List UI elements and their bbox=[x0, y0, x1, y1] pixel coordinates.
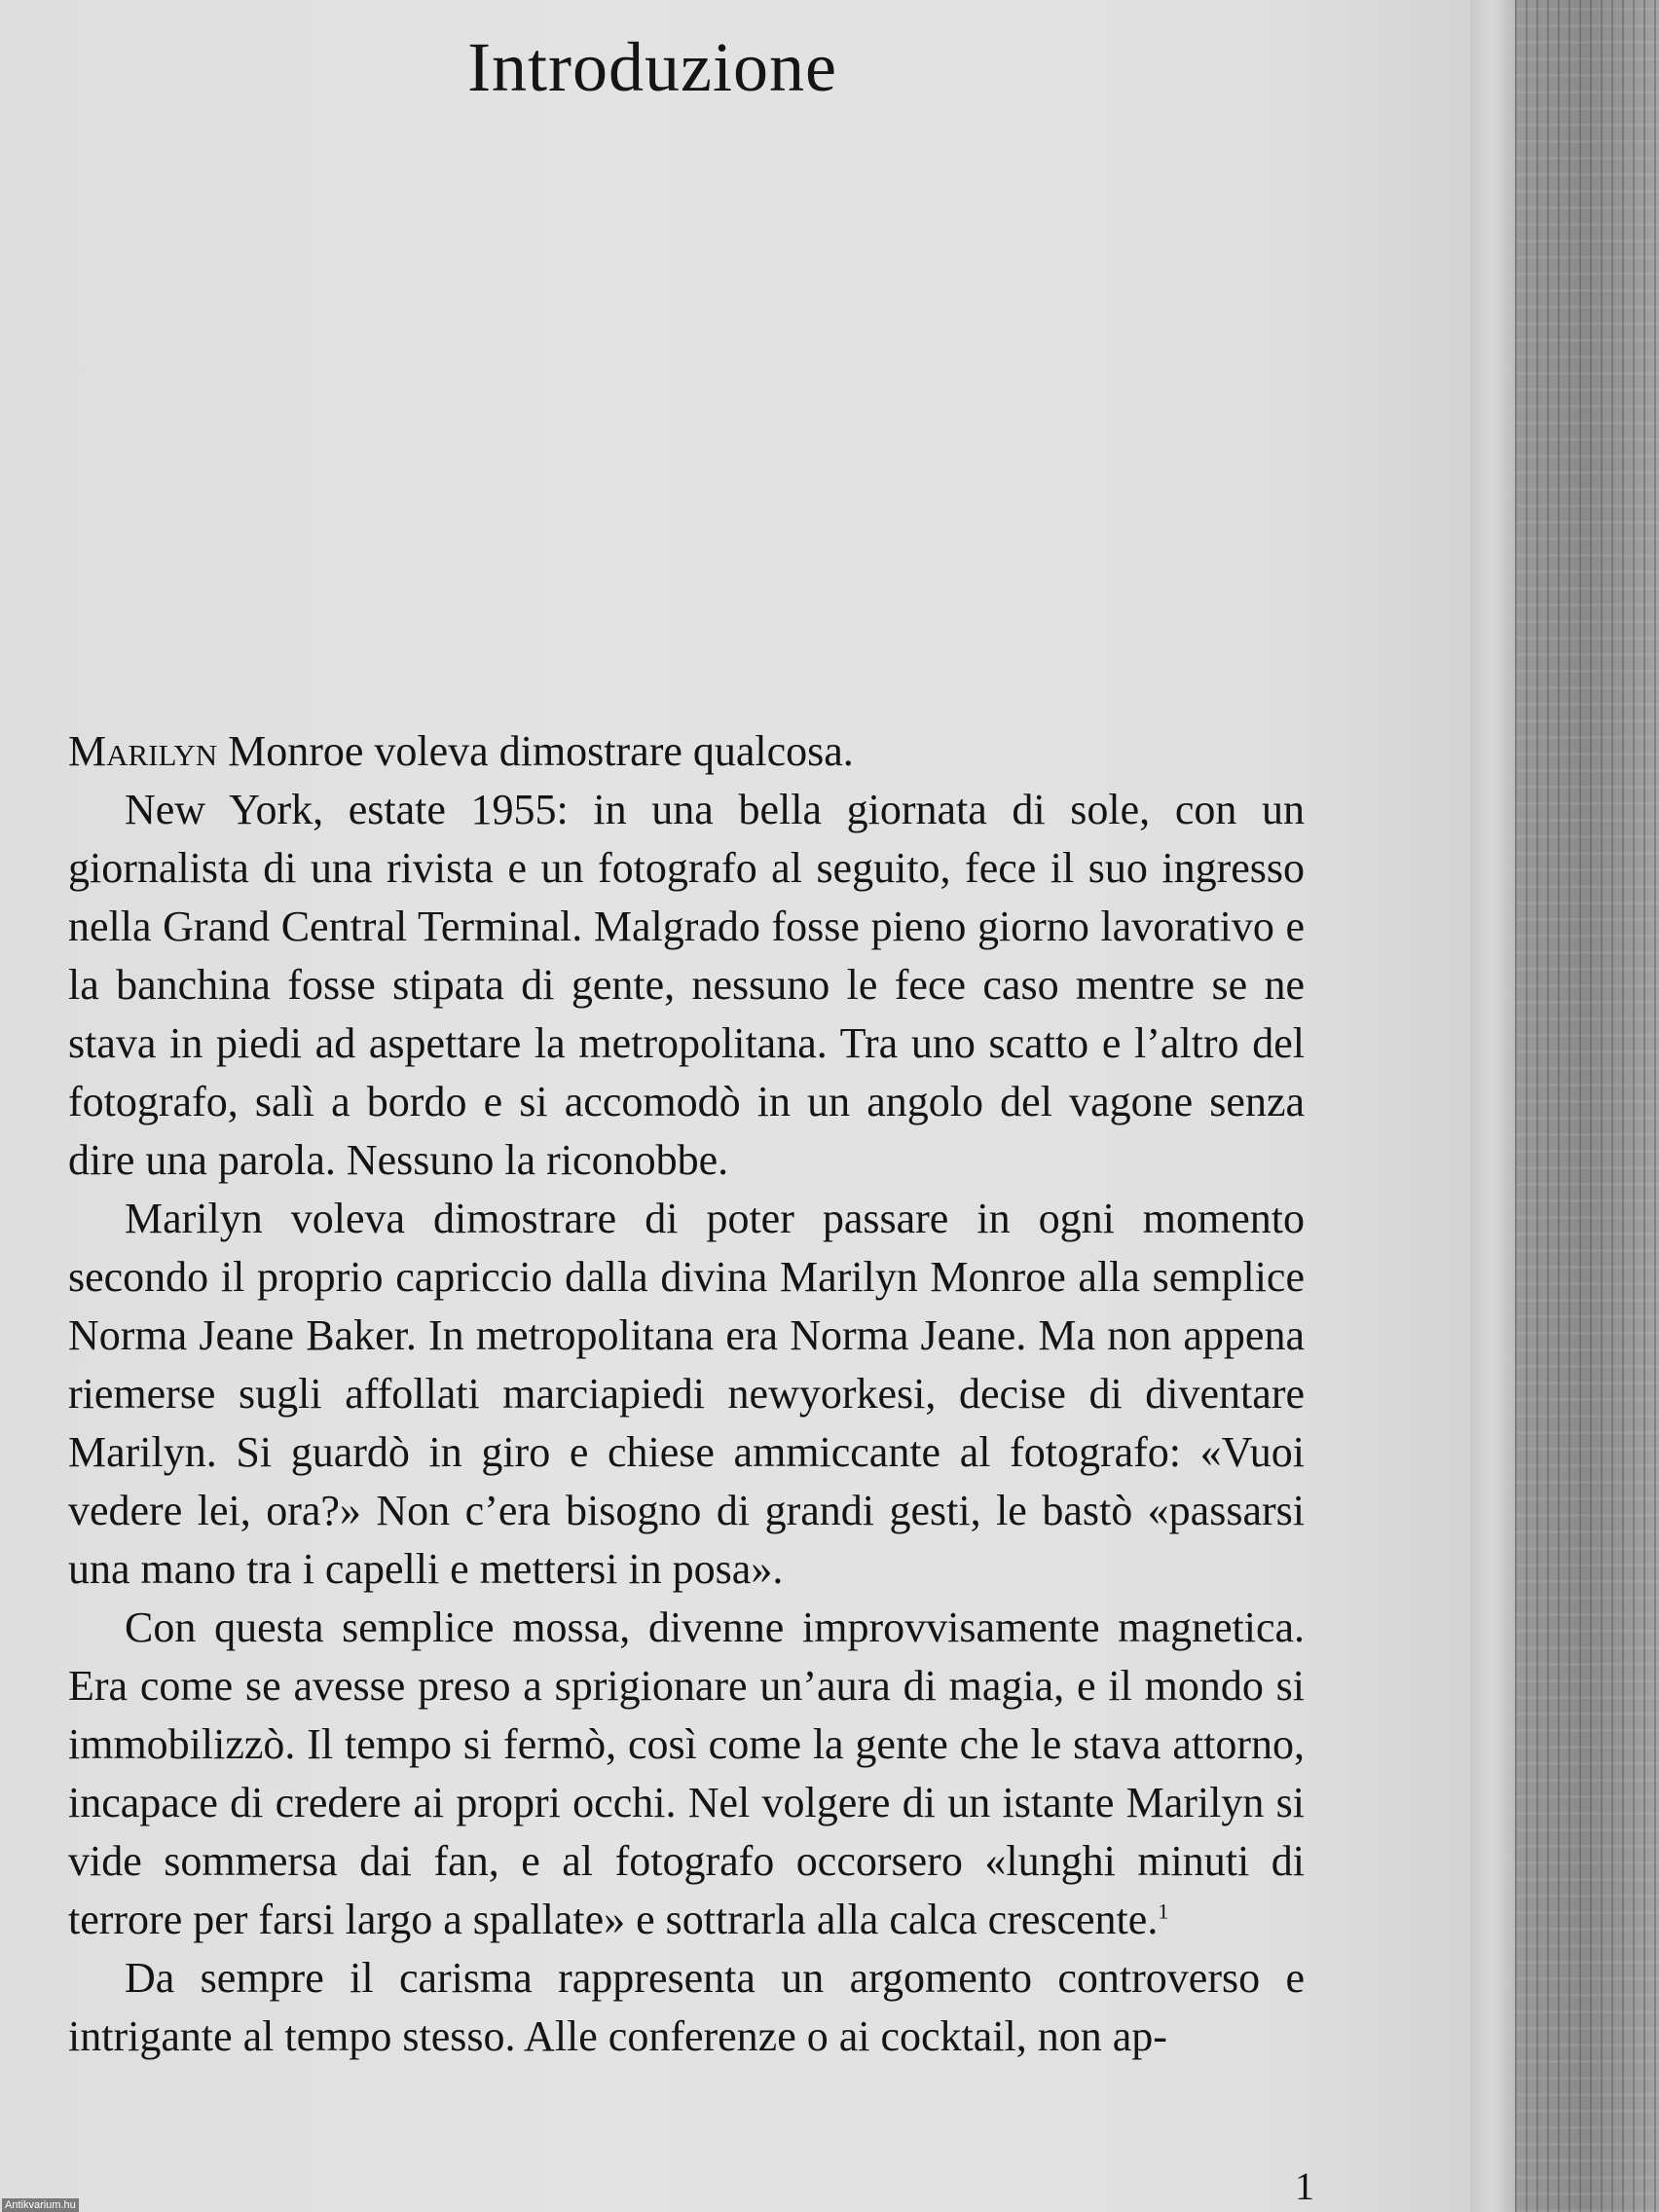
body-text bbox=[68, 722, 1305, 2066]
watermark: Antikvarium.hu bbox=[2, 2198, 79, 2212]
paragraph-4-text: Con questa semplice mossa, divenne improvvisamente magnetica. Era come se avesse preso a sprigionare un’aura di magia, e il mondo si immobilizzò. Il tempo si fermò, così come la gente che le stava attorno, incapace di credere ai propri occhi. Nel volgere di un istante Marilyn si vide sommersa dai fan, e al fotografo occorsero «lunghi minuti di terrore per farsi largo a spallate» e sottrarla alla calca crescente. bbox=[68, 1604, 1305, 1943]
paragraph-1-rest: Monroe voleva dimostrare qualcosa. bbox=[217, 727, 854, 775]
wood-background bbox=[1515, 0, 1659, 2212]
paragraph-5: Da sempre il carisma rappresenta un argomento controverso e intrigante al tempo stesso. Alle conferenze o ai cocktail, non ap- bbox=[68, 1954, 1305, 2060]
page-number: 1 bbox=[1295, 2164, 1314, 2208]
opening-word: Marilyn bbox=[68, 727, 218, 775]
paragraph-2: New York, estate 1955: in una bella giornata di sole, con un giornalista di una rivista e un fotografo al seguito, fece il suo ingresso nella Grand Central Terminal. Malgrado fosse pieno giorno lavorativo e la banchina fosse stipata di gente, nessuno le fece caso mentre se ne stava in piedi ad aspettare la metropolitana. Tra uno scatto e l’altro del fotografo, salì a bordo e si accomodò in un angolo del vagone senza dire una parola. Nessuno la riconobbe. bbox=[68, 786, 1305, 1184]
paragraph-4 bbox=[68, 1599, 1305, 1949]
page-edge bbox=[1470, 0, 1515, 2212]
chapter-title: Introduzione bbox=[467, 28, 837, 106]
footnote-reference: 1 bbox=[1158, 1899, 1169, 1924]
paragraph-1 bbox=[68, 722, 1305, 781]
paragraph-3: Marilyn voleva dimostrare di poter passare in ogni momento secondo il proprio capriccio dalla divina Marilyn Monroe alla semplice Norma Jeane Baker. In metropolitana era Norma Jeane. Ma non appena riemerse sugli affollati marciapiedi newyorkesi, decise di diventare Marilyn. Si guardò in giro e chiese ammiccante al fotografo: «Vuoi vedere lei, ora?» Non c’era bisogno di grandi gesti, le bastò «passarsi una mano tra i capelli e mettersi in posa». bbox=[68, 1195, 1305, 1593]
